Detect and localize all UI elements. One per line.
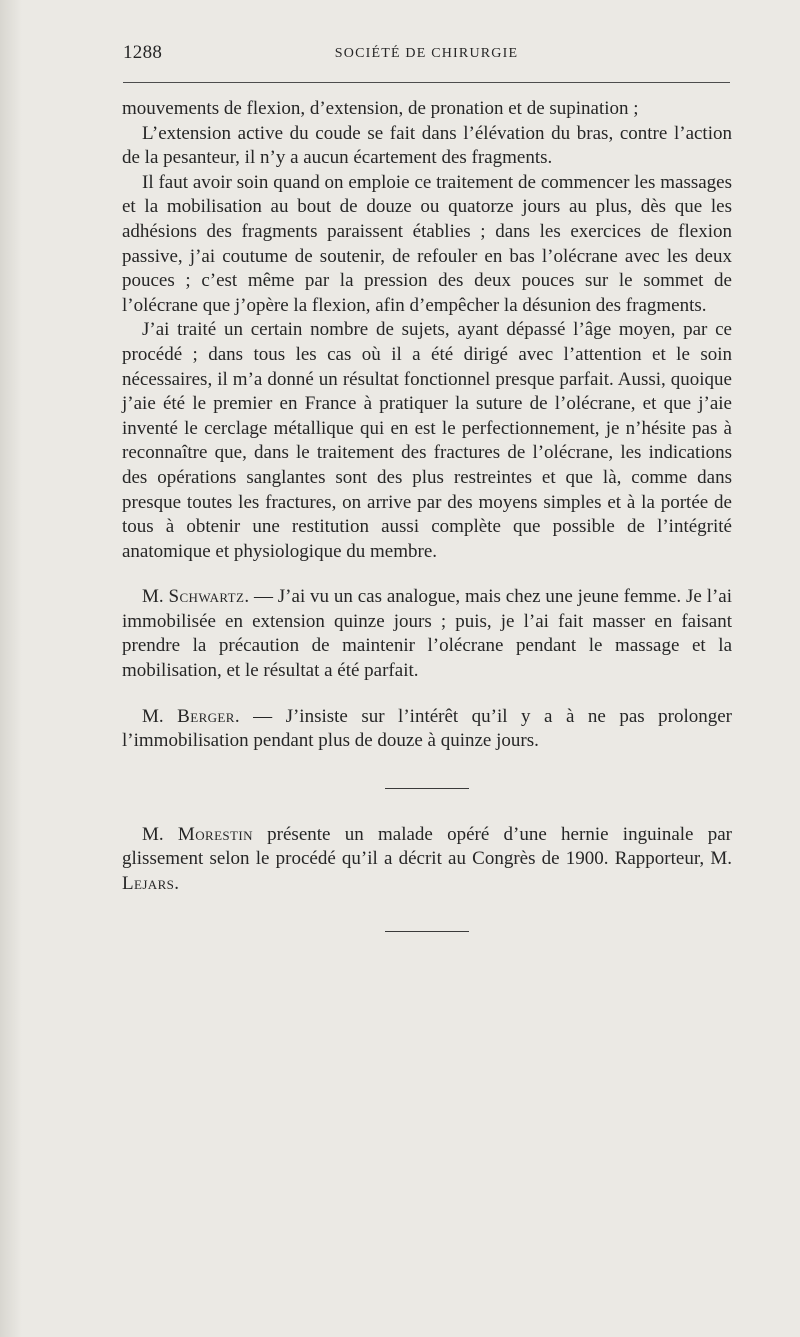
spacer	[122, 564, 732, 585]
speaker-prefix: M.	[142, 823, 164, 845]
page-number: 1288	[123, 42, 163, 63]
paragraph-continued: mouvements de flexion, d’extension, de pronation et de supination ;	[122, 98, 639, 119]
running-title: SOCIÉTÉ DE CHIRURGIE	[334, 46, 519, 61]
paragraph-berger	[122, 705, 732, 754]
speaker-prefix: M.	[142, 586, 164, 608]
paragraph-results: J’ai traité un certain nombre de sujets, ayant dépassé l’âge moyen, par ce procédé ; dans tous les cas où il a été dirigé avec l’attention et le soin nécessaires, il m’a donné un résultat fonctionnel presque parfait. Aussi, quoique j’aie été le premier en France à pratiquer la suture de l’olécrane, et que j’aie inventé le cerclage métallique qui en est le perfectionnement, je n’hésite pas à reconnaître que, dans le traitement des fractures de l’olécrane, les indications des opérations sanglantes sont des plus restreintes et que là, comme dans presque toutes les fractures, on arrive par des moyens simples et à la portée de tous à obtenir une restitution aussi complète que possible de l’intégrité anatomique et physiologique du membre.	[122, 319, 732, 562]
page-header	[123, 40, 730, 74]
rapporteur-name: Lejars	[122, 873, 175, 895]
schwartz-remark: . — J’ai vu un cas analogue, mais chez une jeune femme. Je l’ai immobilisée en extension quinze jours ; puis, je l’ai fait masser en faisant prendre la précaution de maintenir l’olécrane pendant le massage et la mobilisation, et le résultat a été parfait.	[122, 586, 733, 682]
speaker-prefix: M.	[142, 705, 164, 727]
morestin-end: .	[174, 873, 180, 895]
spacer	[122, 754, 732, 788]
spacer	[122, 684, 732, 705]
paragraph-schwartz	[122, 585, 732, 683]
speaker-name-schwartz: Schwartz	[168, 586, 245, 608]
body-text	[122, 97, 732, 932]
page-edge-shadow	[0, 0, 22, 1337]
paragraph-massage: Il faut avoir soin quand on emploie ce traitement de commencer les massages et la mobilisation au bout de douze ou quatorze jours au plus, dès que les adhésions des fragments paraissent établies ; dans les exercices de flexion passive, j’ai coutume de soutenir, de refouler en bas l’olécrane avec les deux pouces ; c’est même par la pression des deux pouces sur le sommet de l’olécrane que j’opère la flexion, afin d’empêcher la désunion des fragments.	[122, 171, 732, 316]
spacer	[122, 789, 732, 823]
paragraph-extension: L’extension active du coude se fait dans l’élévation du bras, contre l’action de la pesanteur, il n’y a aucun écartement des fragments.	[122, 122, 732, 169]
speaker-name-morestin: Morestin	[177, 823, 253, 845]
header-rule	[123, 82, 730, 83]
speaker-name-berger: Berger	[177, 705, 235, 727]
section-separator	[385, 931, 469, 932]
morestin-presentation: présente un malade opéré d’une hernie inguinale par glissement selon le procédé qu’il a décrit au Congrès de 1900. Rapporteur, M.	[122, 823, 733, 870]
berger-remark: . — J’insiste sur l’intérêt qu’il y a à ne pas prolonger l’immobilisation pendant plus de douze à quinze jours.	[122, 705, 733, 752]
spacer	[122, 897, 732, 931]
paragraph-morestin	[122, 823, 732, 897]
